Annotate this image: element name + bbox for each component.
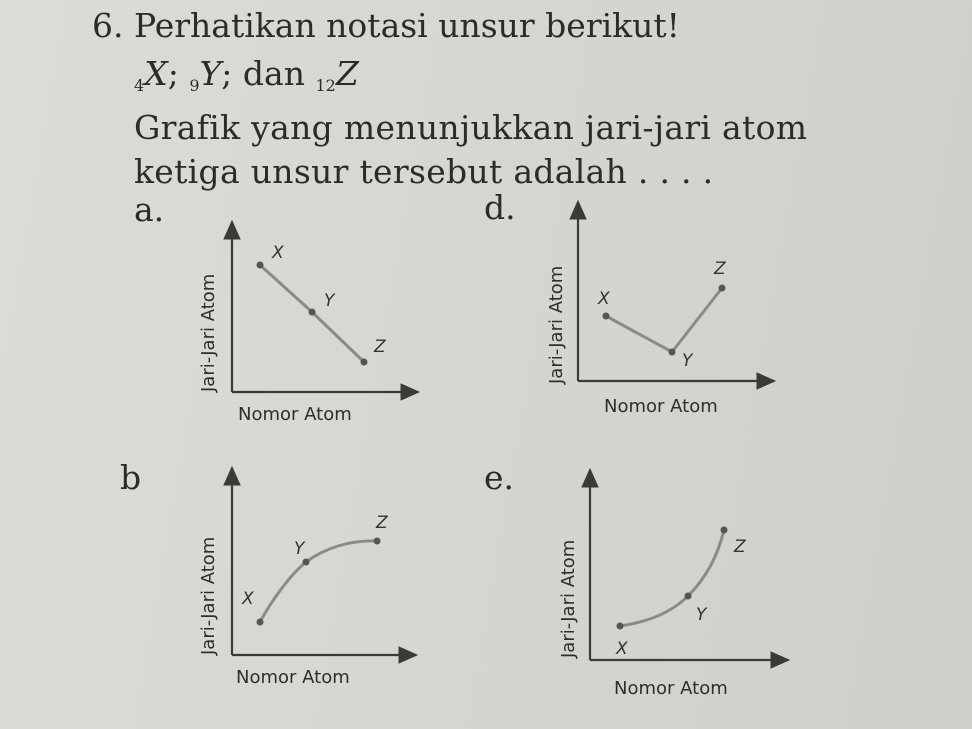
graph-e-xlabel: Nomor Atom xyxy=(614,678,728,699)
graph-d-point-y xyxy=(669,349,676,356)
graph-a-xlabel: Nomor Atom xyxy=(238,404,352,425)
graph-e-curve xyxy=(620,530,724,626)
x-symbol: X xyxy=(144,54,168,93)
graph-e[interactable] xyxy=(558,470,788,699)
graph-b-point-z xyxy=(374,538,381,545)
graph-d-xlabel: Nomor Atom xyxy=(604,396,718,417)
graph-a-label-z: Z xyxy=(374,337,386,357)
graph-a-point-x xyxy=(257,262,264,269)
graph-a-label-y: Y xyxy=(324,291,335,311)
graph-d-label-z: Z xyxy=(714,259,726,279)
graph-e-label-y: Y xyxy=(696,605,707,625)
graph-d[interactable] xyxy=(546,202,774,417)
graph-d-point-z xyxy=(719,285,726,292)
graph-b[interactable] xyxy=(198,468,416,688)
option-a-label[interactable]: a. xyxy=(134,190,165,229)
graph-b-xlabel: Nomor Atom xyxy=(236,667,350,688)
graph-b-label-y: Y xyxy=(294,539,305,559)
graph-d-point-x xyxy=(603,313,610,320)
graph-b-point-x xyxy=(257,619,264,626)
question-line-3: ketiga unsur tersebut adalah . . . . xyxy=(134,152,714,191)
graph-d-line xyxy=(606,288,722,352)
graph-e-point-y xyxy=(685,593,692,600)
graph-a[interactable] xyxy=(198,222,418,425)
graph-b-ylabel: Jari-Jari Atom xyxy=(198,536,219,655)
graph-e-ylabel: Jari-Jari Atom xyxy=(558,539,579,658)
graph-d-ylabel: Jari-Jari Atom xyxy=(546,265,567,384)
graph-d-label-y: Y xyxy=(682,351,693,371)
y-symbol: Y xyxy=(199,54,222,93)
option-e-label[interactable]: e. xyxy=(484,458,515,497)
graph-e-point-x xyxy=(617,623,624,630)
graph-a-label-x: X xyxy=(272,243,284,263)
option-b-label[interactable]: b xyxy=(120,458,142,497)
graph-a-ylabel: Jari-Jari Atom xyxy=(198,273,219,392)
graph-a-point-z xyxy=(361,359,368,366)
sep-2: ; dan xyxy=(221,54,305,93)
graph-e-label-z: Z xyxy=(734,537,746,557)
x-atomic-number: 4 xyxy=(134,76,145,95)
option-d-label[interactable]: d. xyxy=(484,188,516,227)
z-symbol: Z xyxy=(335,54,359,93)
question-number: 6. xyxy=(92,6,124,45)
graph-b-point-y xyxy=(303,559,310,566)
question-text: Perhatikan notasi unsur berikut! xyxy=(134,6,680,45)
graph-b-label-z: Z xyxy=(376,513,388,533)
graph-e-point-z xyxy=(721,527,728,534)
graph-e-label-x: X xyxy=(616,639,628,659)
y-atomic-number: 9 xyxy=(189,76,200,95)
z-atomic-number: 12 xyxy=(315,76,336,95)
question-line-2: Grafik yang menunjukkan jari-jari atom xyxy=(134,108,808,147)
graph-b-label-x: X xyxy=(242,589,254,609)
graph-b-curve xyxy=(260,541,377,622)
sep-1: ; xyxy=(167,54,179,93)
graph-a-point-y xyxy=(309,309,316,316)
graph-d-label-x: X xyxy=(598,289,610,309)
